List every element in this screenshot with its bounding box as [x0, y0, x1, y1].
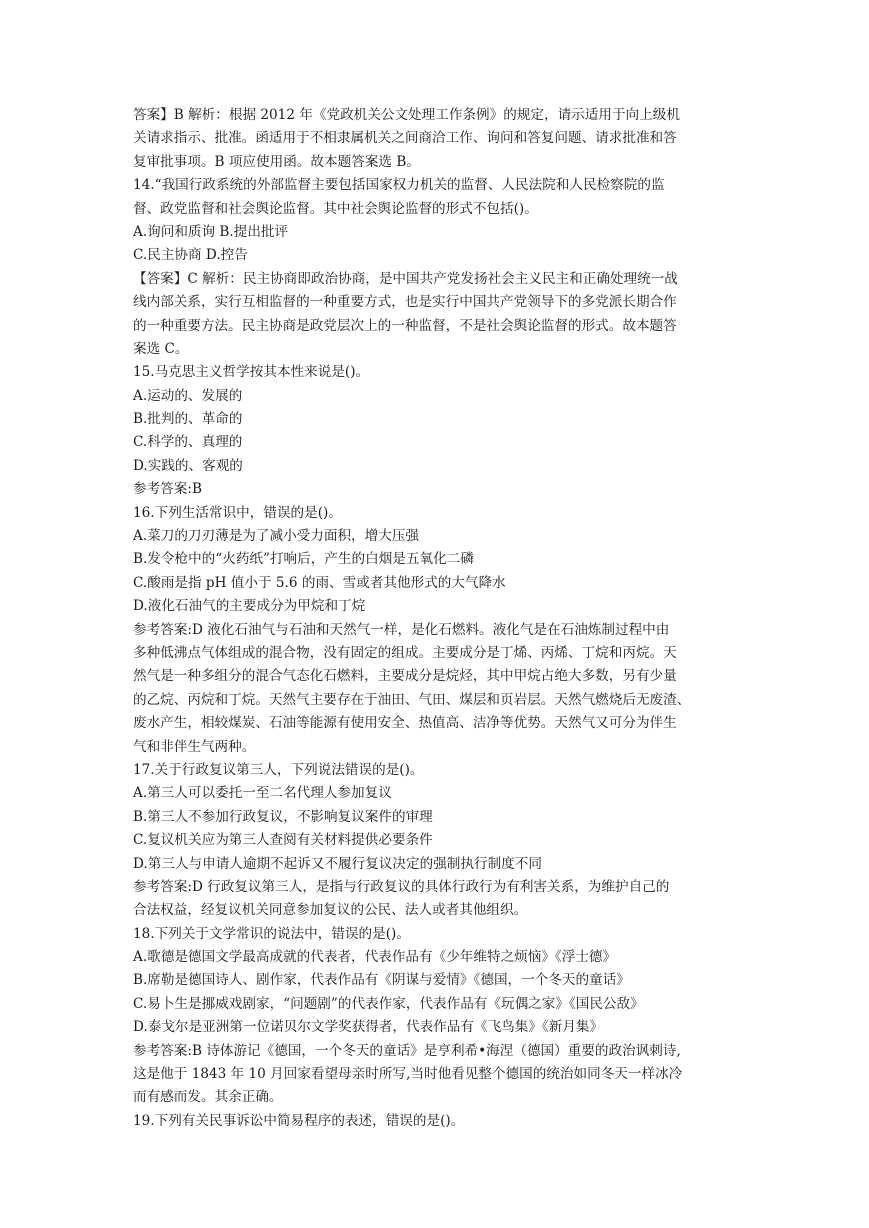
question-19: 19.下列有关民事诉讼中简易程序的表述，错误的是()。 — [133, 1112, 465, 1129]
question-15: 15.马克思主义哲学按其本性来说是()。 — [133, 364, 370, 381]
option-line: B.第三人不参加行政复议，不影响复议案件的审理 — [133, 808, 433, 825]
document-body — [133, 104, 739, 1133]
option-line: C.易卜生是挪威戏剧家，“问题剧”的代表作家，代表作品有《玩偶之家》《国民公敌》 — [133, 995, 644, 1012]
option-line: C.科学的、真理的 — [133, 434, 243, 451]
text-line: 督、政党监督和社会舆论监督。其中社会舆论监督的形式不包括()。 — [133, 200, 538, 217]
answer-line: 【答案】C 解析：民主协商即政治协商，是中国共产党发扬社会主义民主和正确处理统一战 — [133, 270, 678, 287]
text-line: 答案】B 解析：根据 2012 年《党政机关公文处理工作条例》的规定，请示适用于向上级机 — [133, 107, 680, 123]
answer-line: 参考答案:B — [133, 481, 202, 498]
option-line: D.实践的、客观的 — [133, 457, 243, 474]
question-16: 16.下列生活常识中，错误的是()。 — [133, 504, 342, 521]
text-line: 关请求指示、批准。函适用于不相隶属机关之间商洽工作、询问和答复问题、请求批准和答 — [133, 130, 677, 147]
text-line: 这是他于 1843 年 10 月回家看望母亲时所写,当时他看见整个德国的统治如同冬天一样冰冷 — [133, 1066, 683, 1083]
text-line: 的乙烷、丙烷和丁烷。天然气主要存在于油田、气田、煤层和页岩层。天然气燃烧后无废渣、 — [133, 691, 691, 708]
text-line: 合法权益，经复议机关同意参加复议的公民、法人或者其他组织。 — [133, 902, 528, 919]
text-line: 案选 C。 — [133, 340, 189, 357]
option-line: D.液化石油气的主要成分为甲烷和丁烷 — [133, 598, 366, 615]
question-14: 14.“我国行政系统的外部监督主要包括国家权力机关的监督、人民法院和人民检察院的监 — [133, 177, 665, 194]
option-line: A.歌德是德国文学最高成就的代表者，代表作品有《少年维特之烦恼》《浮士德》 — [133, 949, 617, 966]
option-line: B.批判的、革命的 — [133, 411, 243, 428]
text-line: 气和非伴生气两种。 — [133, 738, 256, 755]
text-line: 复审批事项。B 项应使用函。故本题答案选 B。 — [133, 153, 420, 170]
answer-line: 参考答案:D 液化石油气与石油和天然气一样，是化石燃料。液化气是在石油炼制过程中由 — [133, 621, 670, 638]
question-18: 18.下列关于文学常识的说法中，错误的是()。 — [133, 925, 410, 942]
option-line: A.运动的、发展的 — [133, 387, 243, 404]
answer-line: 参考答案:B 诗体游记《德国，一个冬天的童话》是亨利希•海涅（德国）重要的政治讽刺诗, — [133, 1042, 681, 1059]
answer-line: 参考答案:D 行政复议第三人，是指与行政复议的具体行政行为有利害关系，为维护自己的 — [133, 878, 670, 895]
option-line: C.民主协商 D.控告 — [133, 247, 248, 264]
text-line: 而有感而发。其余正确。 — [133, 1089, 283, 1106]
option-line: B.发令枪中的“火药纸”打响后，产生的白烟是五氧化二磷 — [133, 551, 474, 568]
option-line: B.席勒是德国诗人、剧作家，代表作品有《阴谋与爱情》《德国，一个冬天的童话》 — [133, 972, 630, 989]
option-line: D.泰戈尔是亚洲第一位诺贝尔文学奖获得者，代表作品有《飞鸟集》《新月集》 — [133, 1019, 604, 1036]
option-line: A.第三人可以委托一至二名代理人参加复议 — [133, 785, 392, 802]
text-line: 线内部关系，实行互相监督的一种重要方式，也是实行中国共产党领导下的多党派长期合作 — [133, 294, 677, 311]
option-line: D.第三人与申请人逾期不起诉又不履行复议决定的强制执行制度不同 — [133, 855, 542, 872]
text-line: 的一种重要方法。民主协商是政党层次上的一种监督，不是社会舆论监督的形式。故本题答 — [133, 317, 677, 334]
text-line: 然气是一种多组分的混合气态化石燃料，主要成分是烷烃，其中甲烷占绝大多数，另有少量 — [133, 668, 677, 685]
text-line: 多种低沸点气体组成的混合物，没有固定的组成。主要成分是丁烯、丙烯、丁烷和丙烷。天 — [133, 644, 677, 661]
question-17: 17.关于行政复议第三人，下列说法错误的是()。 — [133, 761, 424, 778]
option-line: A.询问和质询 B.提出批评 — [133, 223, 289, 240]
option-line: C.复议机关应为第三人查阅有关材料提供必要条件 — [133, 832, 433, 849]
text-line: 废水产生，相较煤炭、石油等能源有使用安全、热值高、洁净等优势。天然气又可分为伴生 — [133, 715, 677, 732]
option-line: A.菜刀的刀刃薄是为了减小受力面积，增大压强 — [133, 528, 420, 545]
option-line: C.酸雨是指 pH 值小于 5.6 的雨、雪或者其他形式的大气降水 — [133, 574, 506, 591]
